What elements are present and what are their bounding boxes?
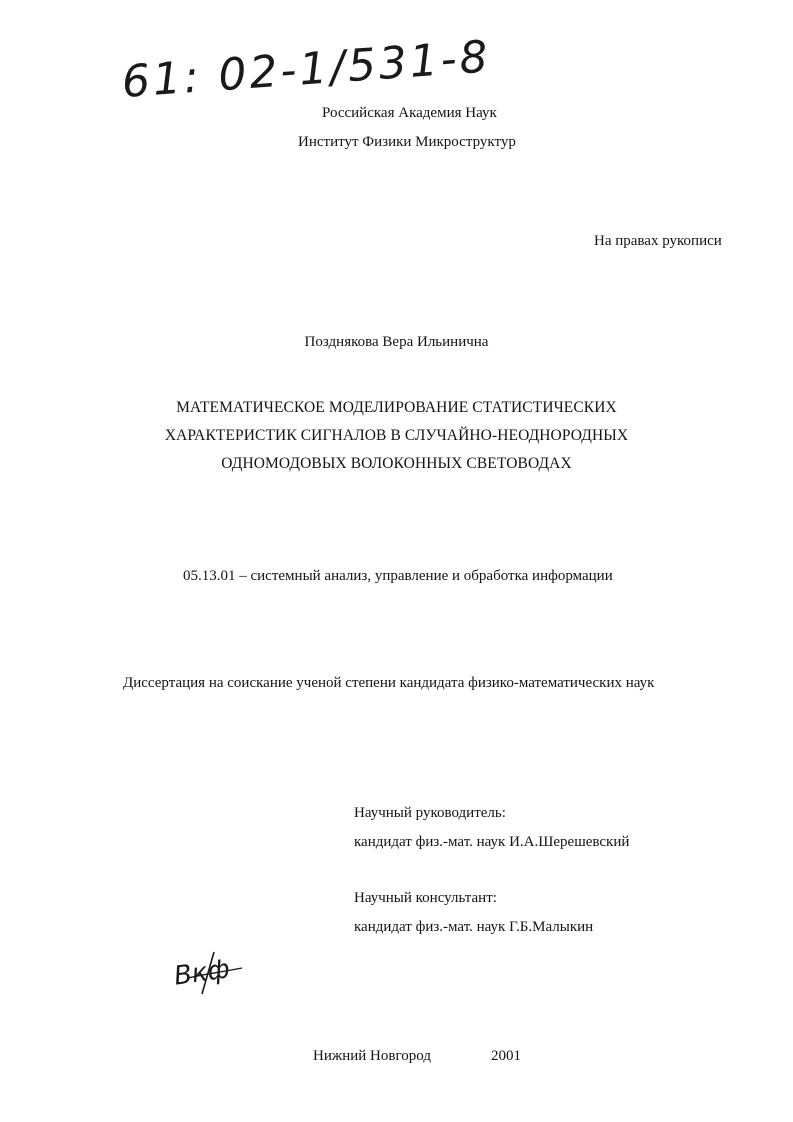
signature: Вкф — [172, 954, 232, 992]
title-line: МАТЕМАТИЧЕСКОЕ МОДЕЛИРОВАНИЕ СТАТИСТИЧЕСКИХ — [176, 399, 617, 416]
handwritten-code: 61: 02-1/531-8 — [120, 31, 493, 108]
supervisor-name: кандидат физ.-мат. наук И.А.Шерешевский — [354, 834, 630, 850]
signature-stroke-icon — [180, 948, 250, 998]
supervisor-label: Научный руководитель: — [354, 805, 506, 821]
academy-name: Российская Академия Наук — [322, 105, 497, 121]
manuscript-note: На правах рукописи — [594, 233, 722, 249]
year: 2001 — [491, 1048, 521, 1064]
city: Нижний Новгород — [313, 1048, 431, 1064]
specialty-code: 05.13.01 – системный анализ, управление и обработка информации — [183, 568, 613, 584]
institute-name: Институт Физики Микроструктур — [298, 134, 516, 150]
consultant-name: кандидат физ.-мат. наук Г.Б.Малыкин — [354, 919, 594, 935]
title-line: ХАРАКТЕРИСТИК СИГНАЛОВ В СЛУЧАЙНО-НЕОДНОРОДНЫХ — [164, 427, 629, 444]
author-name: Позднякова Вера Ильинична — [304, 334, 489, 350]
consultant-label: Научный консультант: — [354, 890, 497, 906]
dissertation-degree: Диссертация на соискание ученой степени кандидата физико-математических наук — [123, 675, 655, 691]
title-line: ОДНОМОДОВЫХ ВОЛОКОННЫХ СВЕТОВОДАХ — [221, 455, 572, 472]
